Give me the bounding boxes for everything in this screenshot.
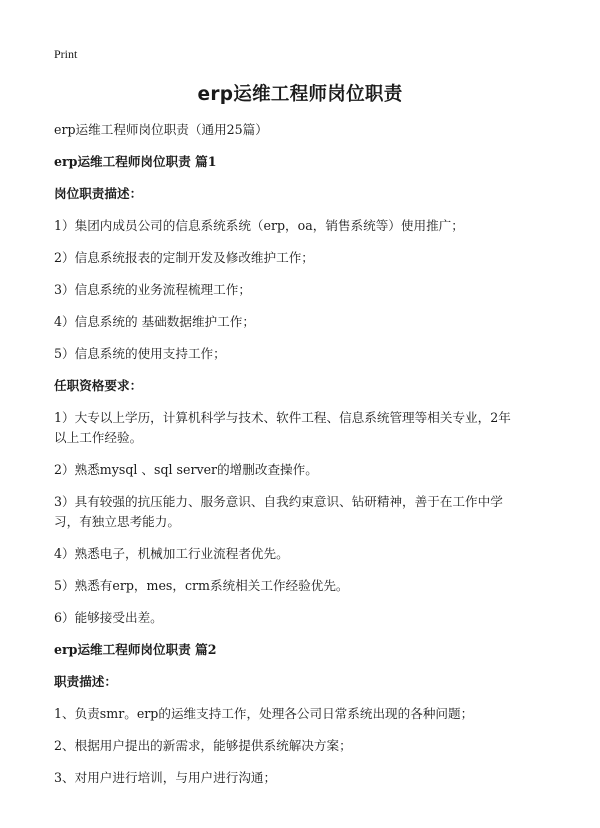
duty-item: 5）信息系统的使用支持工作； [54,346,226,361]
duty-item: 1）集团内成员公司的信息系统系统（erp，oa，销售系统等）使用推广； [54,218,464,233]
qualification-line: 1）大专以上学历，计算机科学与技术、软件工程、信息系统管理等相关专业，2年 [54,410,511,425]
duty-item: 4）信息系统的 基础数据维护工作； [54,314,255,329]
duty-item: 3）信息系统的业务流程梳理工作； [54,282,251,297]
qualification-line: 习，有独立思考能力。 [54,514,180,529]
qualification-title: 任职资格要求： [54,378,143,393]
qualification-line: 2）熟悉mysql 、sql server的增删改查操作。 [54,462,318,477]
qualification-line: 6）能够接受出差。 [54,610,163,625]
qualification-line: 4）熟悉电子，机械加工行业流程者优先。 [54,546,289,561]
qualification-item [54,576,554,596]
duty-title-2: 职责描述： [54,674,117,689]
duty-item: 3、对用户进行培训，与用户进行沟通； [54,770,277,785]
qualification-item [54,460,554,480]
qualification-item [54,408,554,448]
qualification-item [54,492,554,532]
section-heading-1: erp运维工程师岗位职责 篇1 [54,154,217,169]
document-body [54,120,554,788]
page-title: erp运维工程师岗位职责 [197,84,403,105]
duty-item: 2、根据用户提出的新需求，能够提供系统解决方案； [54,738,352,753]
duty-item: 1、负责smr。erp的运维支持工作，处理各公司日常系统出现的各种问题； [54,706,474,721]
qualification-item [54,608,554,628]
duty-title-1: 岗位职责描述： [54,186,143,201]
print-label: Print [54,47,78,61]
duty-item: 2）信息系统报表的定制开发及修改维护工作； [54,250,314,265]
qualification-line: 3）具有较强的抗压能力、服务意识、自我约束意识、钻研精神，善于在工作中学 [54,494,503,509]
qualification-item [54,544,554,564]
intro-text: erp运维工程师岗位职责（通用25篇） [54,122,268,137]
qualification-line: 5）熟悉有erp，mes，crm系统相关工作经验优先。 [54,578,349,593]
qualification-line: 以上工作经验。 [54,430,143,445]
section-heading-2: erp运维工程师岗位职责 篇2 [54,642,217,657]
